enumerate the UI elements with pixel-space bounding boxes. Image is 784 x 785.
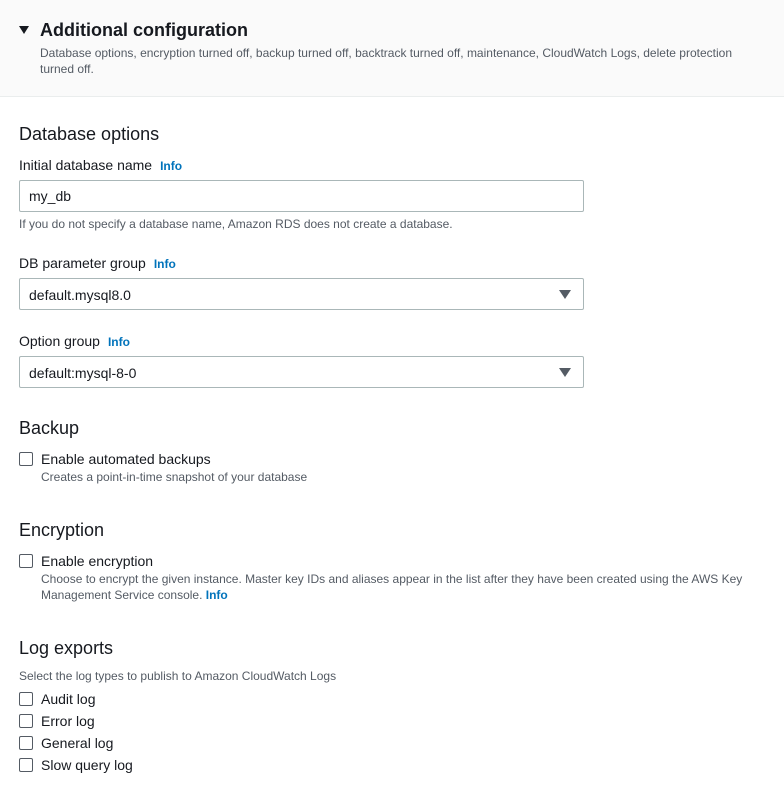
enable-automated-backups-description: Creates a point-in-time snapshot of your database — [41, 470, 308, 484]
enable-encryption-label[interactable]: Enable encryption — [41, 553, 154, 569]
option-group-label — [19, 331, 130, 352]
error-log-label[interactable]: Error log — [41, 713, 95, 729]
initial-database-name-input[interactable] — [19, 180, 584, 212]
additional-configuration-header[interactable] — [0, 0, 784, 97]
audit-log-checkbox[interactable] — [19, 692, 33, 706]
option-group-select[interactable] — [19, 356, 584, 388]
initial-database-name-info-link[interactable]: Info — [160, 159, 183, 173]
database-options-heading: Database options — [19, 124, 160, 144]
initial-database-name-label-text: Initial database name — [19, 157, 153, 173]
error-log-checkbox[interactable] — [19, 714, 33, 728]
db-parameter-group-label — [19, 253, 176, 274]
enable-automated-backups-label[interactable]: Enable automated backups — [41, 451, 211, 467]
option-group-value: default:mysql-8-0 — [29, 365, 137, 381]
initial-database-name-hint: If you do not specify a database name, Amazon RDS does not create a database. — [19, 217, 453, 231]
caret-down-icon — [559, 290, 571, 299]
enable-automated-backups-checkbox[interactable] — [19, 452, 33, 466]
general-log-checkbox[interactable] — [19, 736, 33, 750]
enable-encryption-checkbox[interactable] — [19, 554, 33, 568]
slow-query-log-label[interactable]: Slow query log — [41, 757, 133, 773]
initial-database-name-label — [19, 155, 182, 176]
slow-query-log-checkbox[interactable] — [19, 758, 33, 772]
log-exports-heading: Log exports — [19, 638, 114, 658]
db-parameter-group-select[interactable] — [19, 278, 584, 310]
option-group-label-text: Option group — [19, 333, 100, 349]
enable-encryption-description — [41, 571, 766, 603]
option-group-info-link[interactable]: Info — [107, 335, 130, 349]
encryption-info-link[interactable]: Info — [205, 588, 228, 602]
caret-down-icon — [559, 368, 571, 377]
encryption-heading: Encryption — [19, 520, 105, 540]
enable-encryption-description-text: Choose to encrypt the given instance. Master key IDs and aliases appear in the list after they have been created using the AWS Key Management Service console. — [41, 572, 743, 602]
section-title-additional-configuration: Additional configuration — [40, 20, 248, 40]
caret-down-icon[interactable] — [18, 24, 30, 36]
db-parameter-group-value: default.mysql8.0 — [29, 287, 131, 303]
db-parameter-group-label-text: DB parameter group — [19, 255, 146, 271]
general-log-label[interactable]: General log — [41, 735, 114, 751]
log-exports-description: Select the log types to publish to Amazon CloudWatch Logs — [19, 669, 337, 683]
section-description: Database options, encryption turned off, backup turned off, backtrack turned off, maintenance, CloudWatch Logs, delete protection turned off. — [40, 46, 732, 76]
backup-heading: Backup — [19, 418, 80, 438]
db-parameter-group-info-link[interactable]: Info — [153, 257, 176, 271]
audit-log-label[interactable]: Audit log — [41, 691, 96, 707]
